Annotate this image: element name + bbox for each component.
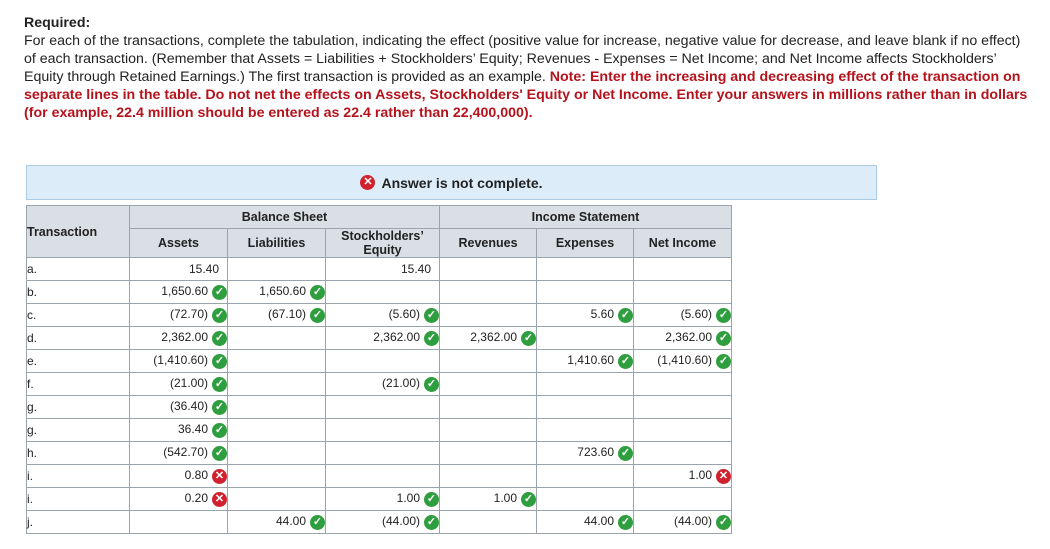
- liabilities-cell[interactable]: [228, 488, 326, 511]
- revenues-cell[interactable]: [440, 304, 537, 327]
- transaction-label: g.: [27, 419, 130, 442]
- net-income-cell[interactable]: [634, 281, 732, 304]
- transaction-label: e.: [27, 350, 130, 373]
- revenues-cell[interactable]: [440, 419, 537, 442]
- expenses-cell[interactable]: [537, 281, 634, 304]
- net-income-cell[interactable]: [634, 465, 732, 488]
- net-income-cell[interactable]: [634, 327, 732, 350]
- liabilities-cell[interactable]: [228, 442, 326, 465]
- assets-header: Assets: [130, 229, 228, 258]
- net-income-cell[interactable]: [634, 442, 732, 465]
- x-circle-icon: ✕: [212, 492, 227, 507]
- equity-value: (21.00): [381, 376, 420, 391]
- expenses-cell[interactable]: [537, 488, 634, 511]
- check-circle-icon: ✓: [716, 515, 731, 530]
- assets-value: (72.70): [169, 307, 208, 322]
- assets-cell[interactable]: [130, 350, 228, 373]
- expenses-value: 723.60: [577, 445, 614, 460]
- check-circle-icon: ✓: [618, 446, 633, 461]
- liabilities-value: 1,650.60: [259, 284, 306, 299]
- net-income-header: Net Income: [634, 229, 732, 258]
- expenses-cell[interactable]: [537, 258, 634, 281]
- expenses-value: 44.00: [583, 514, 614, 529]
- equity-cell[interactable]: [326, 396, 440, 419]
- net-income-cell[interactable]: [634, 396, 732, 419]
- net-income-value: 2,362.00: [665, 330, 712, 345]
- assets-cell[interactable]: [130, 258, 228, 281]
- assets-cell[interactable]: [130, 373, 228, 396]
- assets-cell[interactable]: [130, 304, 228, 327]
- table-row: [27, 511, 732, 534]
- check-circle-icon: ✓: [521, 331, 536, 346]
- transaction-label: d.: [27, 327, 130, 350]
- expenses-cell[interactable]: [537, 396, 634, 419]
- table-row: [27, 442, 732, 465]
- assets-cell[interactable]: [130, 419, 228, 442]
- liabilities-cell[interactable]: [228, 419, 326, 442]
- net-income-cell[interactable]: [634, 350, 732, 373]
- assets-cell[interactable]: [130, 327, 228, 350]
- equity-cell[interactable]: [326, 258, 440, 281]
- transaction-label: h.: [27, 442, 130, 465]
- check-circle-icon: ✓: [716, 308, 731, 323]
- equity-value: 15.40: [400, 262, 431, 276]
- revenues-cell[interactable]: [440, 396, 537, 419]
- check-circle-icon: ✓: [521, 492, 536, 507]
- check-circle-icon: ✓: [212, 331, 227, 346]
- liabilities-value: 44.00: [275, 514, 306, 529]
- equity-value: (44.00): [381, 514, 420, 529]
- revenues-cell[interactable]: [440, 465, 537, 488]
- check-circle-icon: ✓: [618, 515, 633, 530]
- net-income-cell[interactable]: [634, 304, 732, 327]
- tabulation-table: [26, 205, 732, 534]
- table-body: [27, 258, 732, 534]
- equity-value: 2,362.00: [373, 330, 420, 345]
- net-income-value: (44.00): [673, 514, 712, 529]
- instructions-body: For each of the transactions, complete the tabulation, indicating the effect (positive value for increase, negative value for decrease, and leave blank if no effect) of each transaction. (Remember that Assets = Liabilities + Stockholders’ Equity; Revenues - Expenses = Net Income; and Net Income affects Stockholders’ Equity through Retained Earnings.) The first transaction is provided as an example.: [24, 33, 1021, 85]
- check-circle-icon: ✓: [618, 354, 633, 369]
- table-row: [27, 304, 732, 327]
- equity-cell[interactable]: [326, 281, 440, 304]
- x-circle-icon: ✕: [716, 469, 731, 484]
- net-income-cell[interactable]: [634, 373, 732, 396]
- equity-cell[interactable]: [326, 511, 440, 534]
- x-circle-icon: ✕: [212, 469, 227, 484]
- required-heading: Required:: [24, 15, 91, 31]
- equity-cell[interactable]: [326, 327, 440, 350]
- expenses-cell[interactable]: [537, 327, 634, 350]
- expenses-cell[interactable]: [537, 465, 634, 488]
- equity-value: 1.00: [396, 491, 420, 506]
- expenses-cell[interactable]: [537, 304, 634, 327]
- table-row: [27, 350, 732, 373]
- expenses-cell[interactable]: [537, 511, 634, 534]
- table-row: [27, 281, 732, 304]
- table-row: [27, 258, 732, 281]
- check-circle-icon: ✓: [310, 515, 325, 530]
- assets-value: 1,650.60: [161, 284, 208, 299]
- liabilities-cell[interactable]: [228, 396, 326, 419]
- table-row: [27, 488, 732, 511]
- table-row: [27, 465, 732, 488]
- expenses-value: 5.60: [590, 307, 614, 322]
- expenses-cell[interactable]: [537, 350, 634, 373]
- check-circle-icon: ✓: [310, 308, 325, 323]
- table-row: [27, 396, 732, 419]
- answer-status-text: Answer is not complete.: [381, 174, 543, 191]
- liabilities-cell[interactable]: [228, 304, 326, 327]
- revenues-cell[interactable]: [440, 373, 537, 396]
- income-statement-header: Income Statement: [440, 206, 732, 229]
- equity-cell[interactable]: [326, 373, 440, 396]
- check-circle-icon: ✓: [424, 515, 439, 530]
- assets-value: (542.70): [163, 445, 208, 460]
- check-circle-icon: ✓: [212, 377, 227, 392]
- expenses-cell[interactable]: [537, 419, 634, 442]
- equity-cell[interactable]: [326, 442, 440, 465]
- transaction-label: f.: [27, 373, 130, 396]
- liabilities-cell[interactable]: [228, 465, 326, 488]
- revenues-value: 1.00: [493, 491, 517, 506]
- expenses-cell[interactable]: [537, 442, 634, 465]
- assets-cell[interactable]: [130, 281, 228, 304]
- assets-cell[interactable]: [130, 488, 228, 511]
- check-circle-icon: ✓: [424, 308, 439, 323]
- revenues-cell[interactable]: [440, 258, 537, 281]
- assets-value: (21.00): [169, 376, 208, 391]
- equity-cell[interactable]: [326, 465, 440, 488]
- revenues-cell[interactable]: [440, 511, 537, 534]
- equity-cell[interactable]: [326, 488, 440, 511]
- x-circle-icon: ✕: [360, 175, 375, 190]
- table-row: [27, 419, 732, 442]
- equity-cell[interactable]: [326, 419, 440, 442]
- check-circle-icon: ✓: [716, 354, 731, 369]
- liabilities-cell[interactable]: [228, 350, 326, 373]
- assets-value: 0.80: [184, 468, 208, 483]
- net-income-value: (5.60): [680, 307, 712, 322]
- assets-cell[interactable]: [130, 442, 228, 465]
- equity-header: Stockholders’ Equity: [326, 229, 440, 258]
- assets-value: (36.40): [169, 399, 208, 414]
- check-circle-icon: ✓: [212, 446, 227, 461]
- expenses-cell[interactable]: [537, 373, 634, 396]
- liabilities-header: Liabilities: [228, 229, 326, 258]
- liabilities-cell[interactable]: [228, 373, 326, 396]
- instructions-note: Note: Enter the increasing and decreasing effect of the transaction on separate lines in the table. Do not net the effects on Assets, Stockholders' Equity or Net Income. Enter your answers in millions rather than in dollars (for example, 22.4 million should be entered as 22.4 rather than 22,400,000).: [24, 69, 1028, 121]
- equity-cell[interactable]: [326, 350, 440, 373]
- revenues-cell[interactable]: [440, 488, 537, 511]
- balance-sheet-header: Balance Sheet: [130, 206, 440, 229]
- liabilities-cell[interactable]: [228, 258, 326, 281]
- revenues-cell[interactable]: [440, 442, 537, 465]
- net-income-value: (1,410.60): [657, 353, 712, 368]
- transaction-label: c.: [27, 304, 130, 327]
- answer-status-banner: [26, 165, 877, 200]
- liabilities-cell[interactable]: [228, 281, 326, 304]
- table-row: [27, 373, 732, 396]
- check-circle-icon: ✓: [212, 400, 227, 415]
- transaction-label: a.: [27, 258, 130, 281]
- check-circle-icon: ✓: [424, 377, 439, 392]
- check-circle-icon: ✓: [310, 285, 325, 300]
- net-income-cell[interactable]: [634, 419, 732, 442]
- check-circle-icon: ✓: [424, 492, 439, 507]
- assets-value: 2,362.00: [161, 330, 208, 345]
- check-circle-icon: ✓: [212, 308, 227, 323]
- assets-cell[interactable]: [130, 396, 228, 419]
- liabilities-value: (67.10): [267, 307, 306, 322]
- check-circle-icon: ✓: [212, 423, 227, 438]
- transaction-label: i.: [27, 465, 130, 488]
- net-income-cell[interactable]: [634, 511, 732, 534]
- transaction-label: i.: [27, 488, 130, 511]
- revenues-value: 2,362.00: [470, 330, 517, 345]
- assets-value: 36.40: [177, 422, 208, 437]
- revenues-cell[interactable]: [440, 327, 537, 350]
- revenues-header: Revenues: [440, 229, 537, 258]
- table-row: [27, 327, 732, 350]
- net-income-cell[interactable]: [634, 488, 732, 511]
- assets-value: (1,410.60): [153, 353, 208, 368]
- assets-value: 0.20: [184, 491, 208, 506]
- check-circle-icon: ✓: [716, 331, 731, 346]
- instructions: [24, 14, 1034, 122]
- transaction-header: Transaction: [27, 206, 130, 258]
- check-circle-icon: ✓: [212, 354, 227, 369]
- check-circle-icon: ✓: [424, 331, 439, 346]
- assets-value: 15.40: [188, 262, 219, 276]
- expenses-value: 1,410.60: [567, 353, 614, 368]
- equity-cell[interactable]: [326, 304, 440, 327]
- net-income-cell[interactable]: [634, 258, 732, 281]
- liabilities-cell[interactable]: [228, 511, 326, 534]
- assets-cell[interactable]: [130, 465, 228, 488]
- check-circle-icon: ✓: [212, 285, 227, 300]
- check-circle-icon: ✓: [618, 308, 633, 323]
- equity-value: (5.60): [388, 307, 420, 322]
- revenues-cell[interactable]: [440, 350, 537, 373]
- transaction-label: j.: [27, 511, 130, 534]
- net-income-value: 1.00: [688, 468, 712, 483]
- liabilities-cell[interactable]: [228, 327, 326, 350]
- revenues-cell[interactable]: [440, 281, 537, 304]
- transaction-label: b.: [27, 281, 130, 304]
- transaction-label: g.: [27, 396, 130, 419]
- expenses-header: Expenses: [537, 229, 634, 258]
- assets-cell[interactable]: [130, 511, 228, 534]
